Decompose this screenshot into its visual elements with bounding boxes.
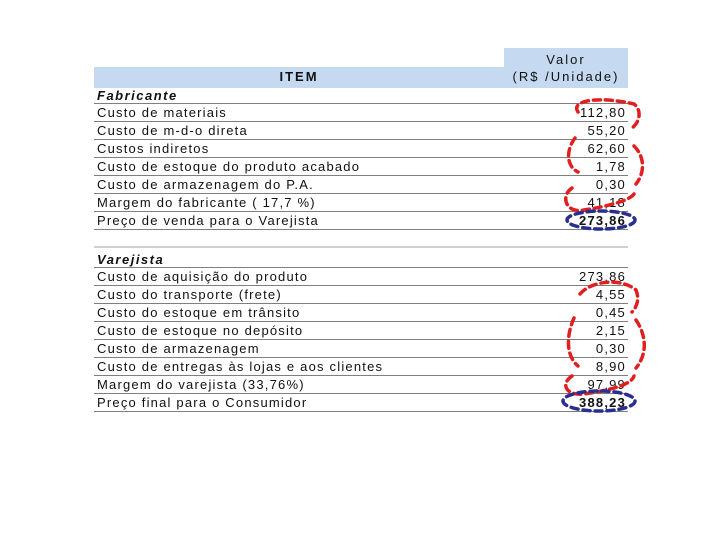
- table-row: [94, 122, 628, 140]
- red-bracket-fabricante-right: [634, 146, 643, 184]
- row-value: 1,78: [595, 159, 626, 174]
- table-row: [94, 140, 628, 158]
- table-row: [94, 194, 628, 212]
- table-row-total: [94, 212, 628, 230]
- row-value: 388,23: [579, 395, 626, 410]
- row-value: 97,99: [587, 377, 626, 392]
- table-header: [94, 48, 628, 88]
- row-label: Custos indiretos: [97, 141, 210, 156]
- row-label: Custo de armazenagem do P.A.: [97, 177, 314, 192]
- table-row: [94, 286, 628, 304]
- value-header-line2: (R$ /Unidade): [512, 69, 620, 84]
- row-label: Custo de estoque do produto acabado: [97, 159, 361, 174]
- table-row-total: [94, 394, 628, 412]
- row-label: Custo de m-d-o direta: [97, 123, 248, 138]
- row-value: 273,86: [579, 213, 626, 228]
- row-value: 0,45: [595, 305, 626, 320]
- table-row: [94, 158, 628, 176]
- row-label: Custo de armazenagem: [97, 341, 260, 356]
- row-value: 4,55: [595, 287, 626, 302]
- table-row: [94, 376, 628, 394]
- table-row: [94, 304, 628, 322]
- value-column-header: [504, 48, 628, 88]
- row-label: Custo de estoque no depósito: [97, 323, 304, 338]
- row-label: Custo de entregas às lojas e aos clientes: [97, 359, 384, 374]
- row-label: Margem do varejista (33,76%): [97, 377, 305, 392]
- table-row: [94, 322, 628, 340]
- row-label: Margem do fabricante ( 17,7 %): [97, 195, 316, 210]
- row-label: Custo de materiais: [97, 105, 227, 120]
- table-row: [94, 358, 628, 376]
- row-value: 8,90: [595, 359, 626, 374]
- table-row: [94, 268, 628, 286]
- item-column-header: ITEM: [94, 67, 504, 88]
- row-value: 0,30: [595, 341, 626, 356]
- section-divider: [94, 230, 628, 248]
- row-value: 0,30: [595, 177, 626, 192]
- row-value: 112,80: [580, 105, 626, 120]
- row-label: Custo do transporte (frete): [97, 287, 282, 302]
- row-value: 41,18: [587, 195, 626, 210]
- row-label: Custo de aquisição do produto: [97, 269, 309, 284]
- row-value: 62,60: [587, 141, 626, 156]
- row-label: Preço de venda para o Varejista: [97, 213, 319, 228]
- section-fabricante: Fabricante: [94, 88, 628, 104]
- row-value: 273,86: [579, 269, 626, 284]
- table-row: [94, 176, 628, 194]
- cost-table: [94, 48, 628, 412]
- row-value: 55,20: [587, 123, 626, 138]
- section-varejista: Varejista: [94, 252, 628, 268]
- row-label: Custo do estoque em trânsito: [97, 305, 301, 320]
- red-bracket-varejista-right: [636, 320, 644, 368]
- table-row: [94, 104, 628, 122]
- row-label: Preço final para o Consumidor: [97, 395, 308, 410]
- row-value: 2,15: [595, 323, 626, 338]
- table-row: [94, 340, 628, 358]
- value-header-line1: Valor: [546, 52, 586, 67]
